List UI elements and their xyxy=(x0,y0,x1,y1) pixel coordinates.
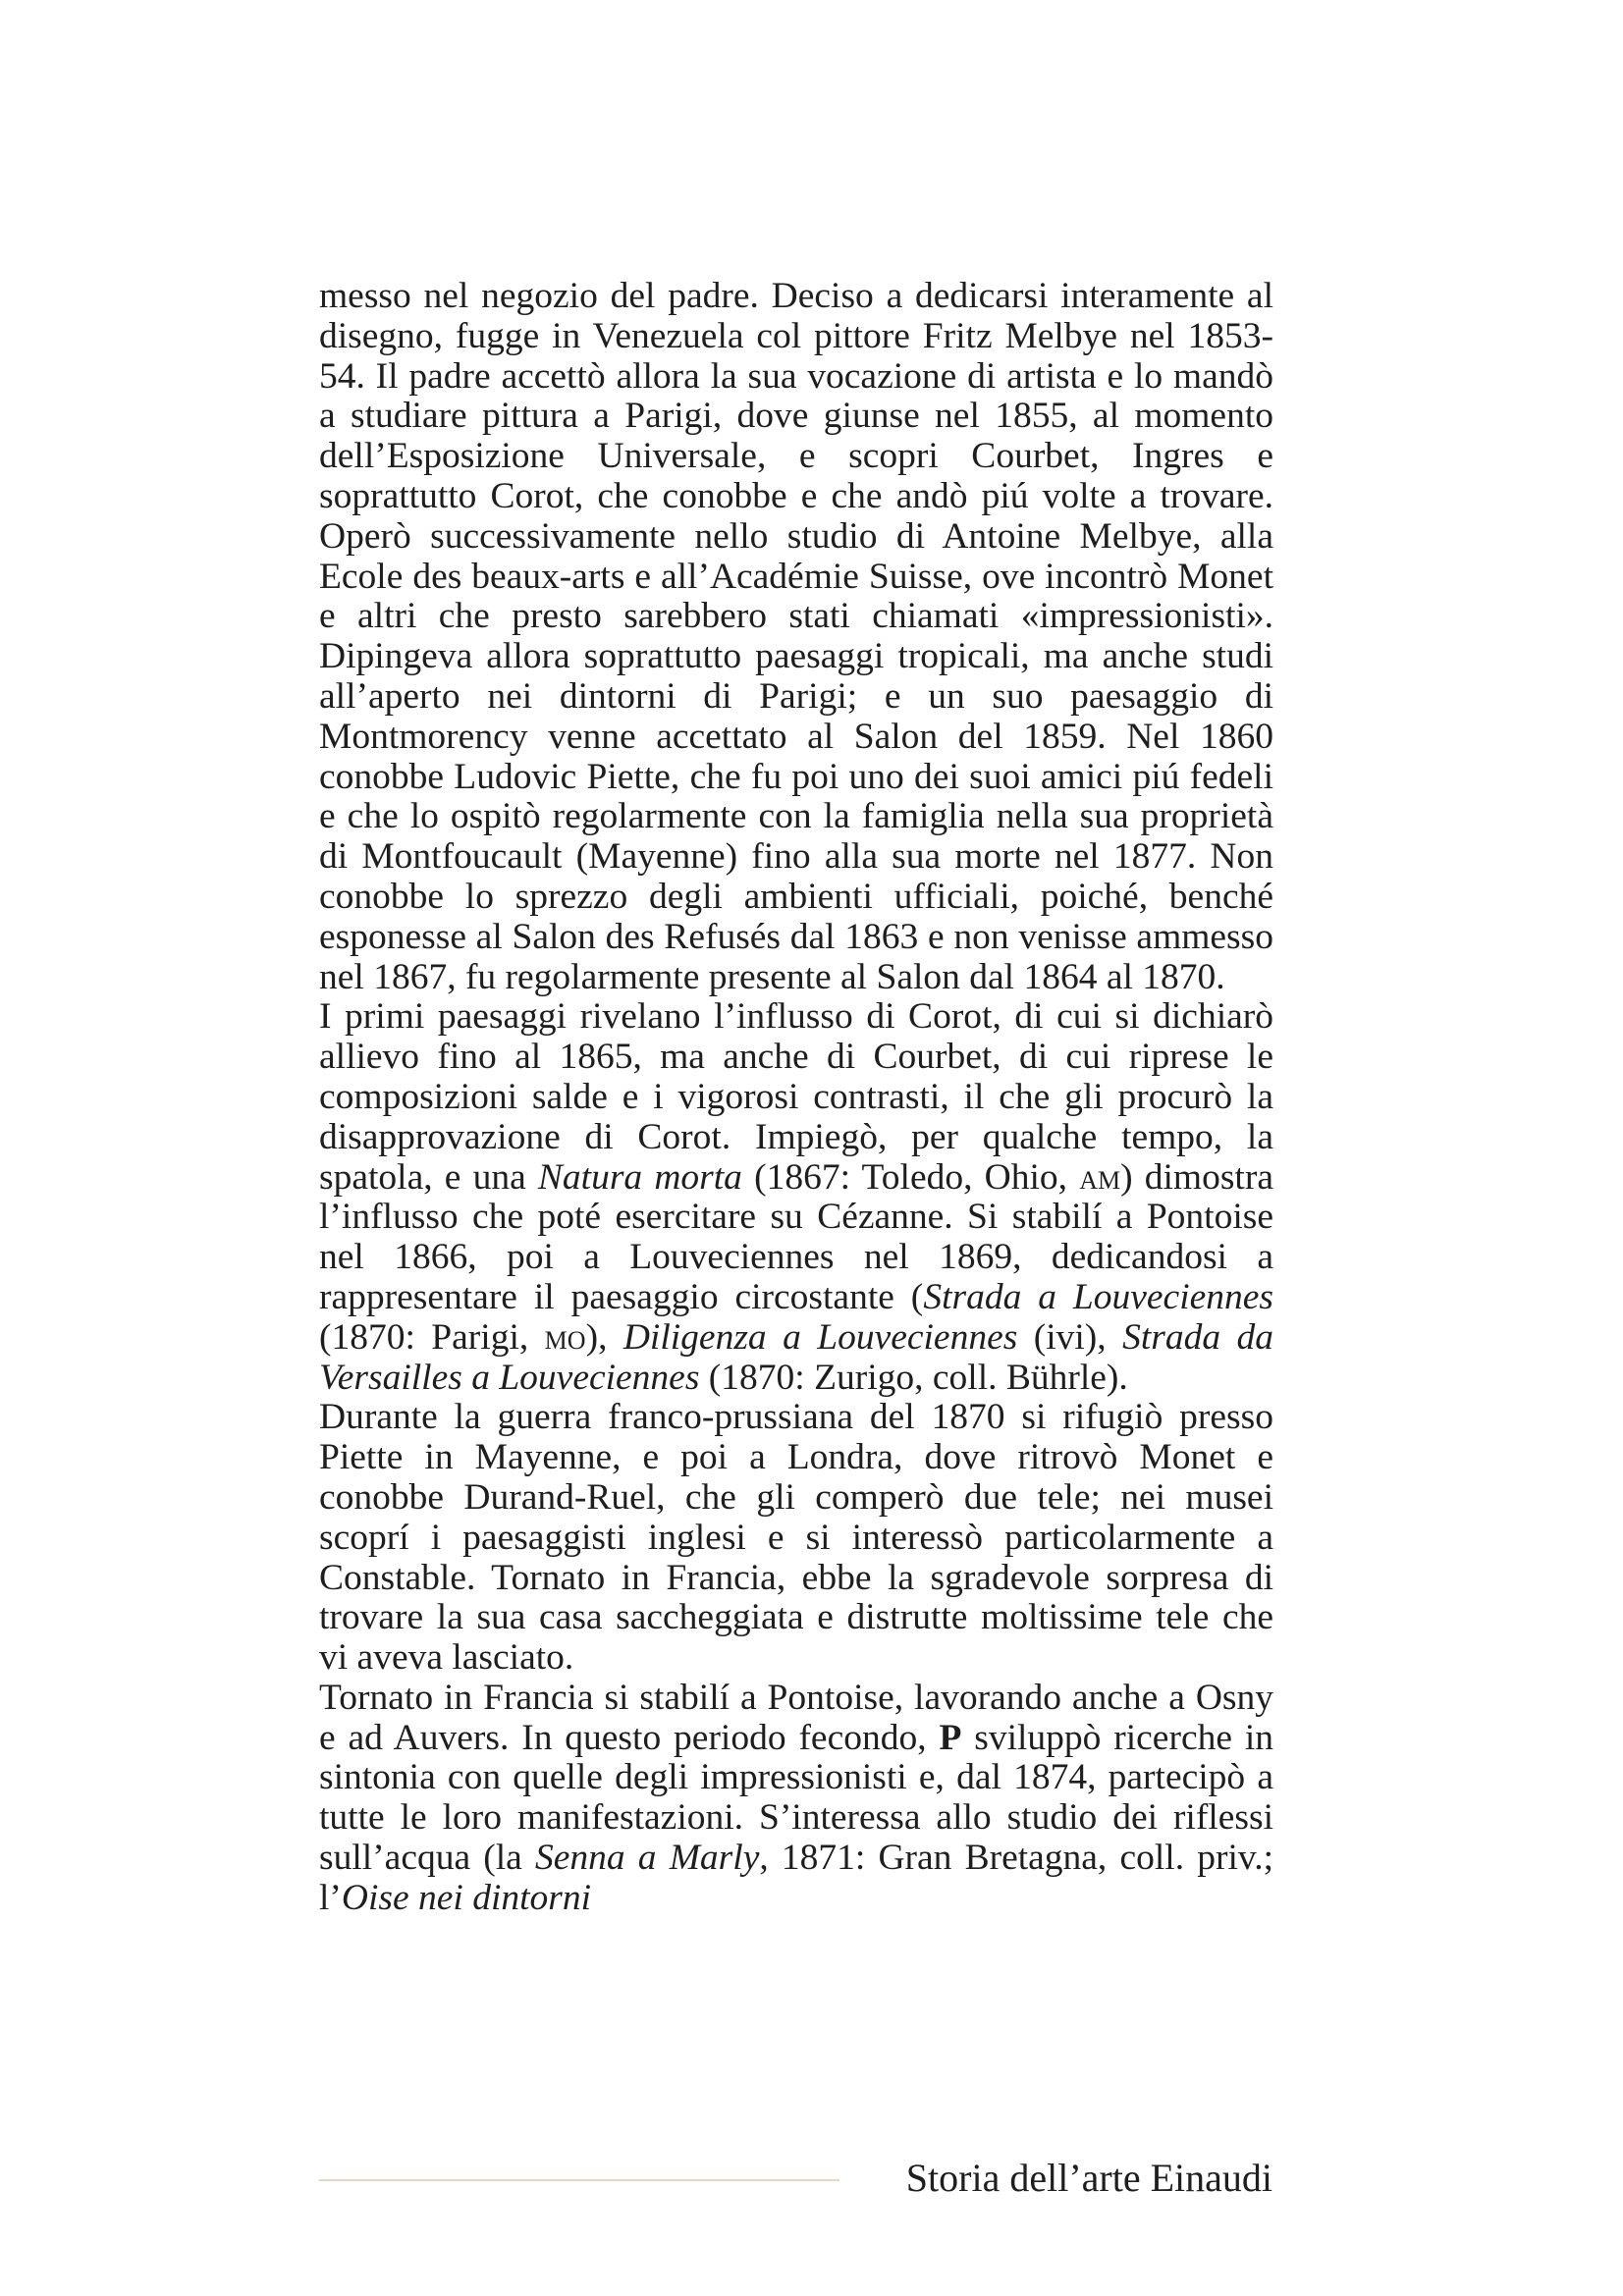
text-run: Durante la guerra franco-prussiana del 1870 si rifugiò presso Piette in Mayenne, e poi a Londra, dove ritrovò Monet e conobbe Durand-Ruel, che gli comperò due tele; nei musei scoprí i paesaggisti inglesi e si interessò particolarmente a Constable. Tornato in Francia, ebbe la sgradevole sorpresa di trovare la sua casa saccheggiata e distrutte moltissime tele che vi aveva lasciato. xyxy=(319,1397,1273,1679)
paragraph-4 xyxy=(319,1679,1273,1919)
italic-title: Diligenza a Louveciennes xyxy=(622,1316,1018,1358)
italic-title: Senna a Marly xyxy=(534,1838,760,1879)
paragraph-2 xyxy=(319,997,1273,1398)
text-run: sviluppò ricerche in sintonia con quelle degli impressionisti e, dal 1874, partecipò a tutte le loro manifestazioni. S’interessa allo studio dei riflessi sull’acqua (la xyxy=(319,1717,1273,1879)
paragraph-1 xyxy=(319,277,1273,997)
text-run: ), xyxy=(585,1316,623,1358)
museum-abbreviation: am xyxy=(1079,1156,1121,1198)
body-text xyxy=(319,277,1273,1919)
paragraph-3 xyxy=(319,1398,1273,1679)
italic-title: Natura morta xyxy=(537,1156,742,1198)
italic-title: Oise nei dintorni xyxy=(341,1877,592,1918)
text-run: I primi paesaggi rivelano l’influsso di Corot, di cui si dichiarò allievo fino al 1865, ma anche di Courbet, di cui riprese le composizioni salde e i vigorosi contrasti, il che gli procurò la disapprovazione di Corot. Impiegò, per qualche tempo, la spatola, e una xyxy=(319,996,1273,1198)
text-run: messo nel negozio del padre. Deciso a dedicarsi interamente al disegno, fugge in Venezuela col pittore Fritz Melbye nel 1853-54. Il padre accettò allora la sua vocazione di artista e lo mandò a studiare pittura a Parigi, dove giunse nel 1855, al momento dell’Esposizione Universale, e scopri Courbet, Ingres e soprattutto Corot, che conobbe e che andò piú volte a trovare. Operò successivamente nello studio di Antoine Melbye, alla Ecole des beaux-arts e all’Académie Suisse, ove incontrò Monet e altri che presto sarebbero stati chiamati «impressionisti». Dipingeva allora soprattutto paesaggi tropicali, ma anche studi all’aperto nei dintorni di Parigi; e un suo paesaggio di Montmorency venne accettato al Salon del 1859. Nel 1860 conobbe Ludovic Piette, che fu poi uno dei suoi amici piú fedeli e che lo ospitò regolarmente con la famiglia nella sua proprietà di Montfoucault (Mayenne) fino alla sua morte nel 1877. Non conobbe lo sprezzo degli ambienti ufficiali, poiché, benché esponesse al Salon des Refusés dal 1863 e non venisse ammesso nel 1867, fu regolarmente presente al Salon dal 1864 al 1870. xyxy=(319,276,1273,997)
italic-title: Strada da Versailles a Louveciennes xyxy=(319,1316,1273,1398)
text-run: (1870: Zurigo, coll. Bührle). xyxy=(699,1357,1128,1398)
text-run: (1867: Toledo, Ohio, xyxy=(741,1156,1080,1198)
text-run: (ivi), xyxy=(1017,1316,1123,1358)
text-run: Tornato in Francia si stabilí a Pontoise, lavorando anche a Osny e ad Auvers. In questo periodo fecondo, xyxy=(319,1677,1273,1758)
museum-abbreviation: mo xyxy=(544,1316,586,1358)
footer-title: Storia dell’arte Einaudi xyxy=(905,2156,1272,2200)
text-run: , 1871: Gran Bretagna, coll. priv.; l’ xyxy=(319,1838,1273,1918)
text-run: (1870: Parigi, xyxy=(319,1316,545,1358)
italic-title: Strada a Louveciennes xyxy=(923,1276,1273,1317)
text-run: ) dimostra l’influsso che poté esercitare su Cézanne. Si stabilí a Pontoise nel 1866, poi a Louveciennes nel 1869, dedicandosi a rappresentare il paesaggio circostante ( xyxy=(319,1156,1273,1317)
footer-divider xyxy=(319,2179,839,2181)
bold-initial: P xyxy=(939,1717,962,1758)
